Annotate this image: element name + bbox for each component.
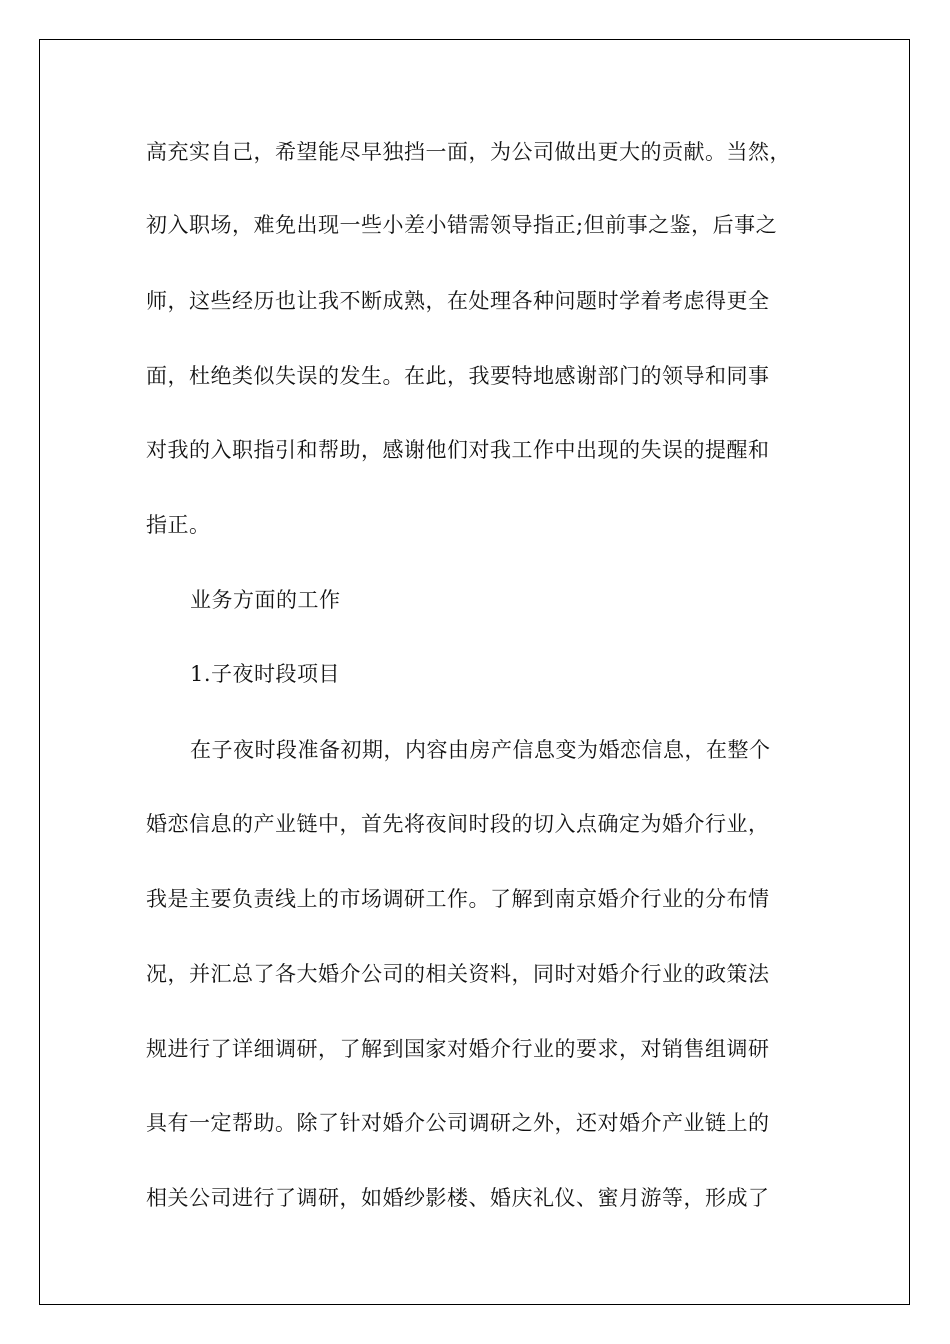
text-line: 初入职场，难免出现一些小差小错需领导指正;但前事之鉴，后事之: [146, 213, 778, 237]
text-line: 对我的入职指引和帮助，感谢他们对我工作中出现的失误的提醒和: [146, 438, 770, 462]
subsection-heading: 1.子夜时段项目: [190, 662, 341, 686]
text-line: 师，这些经历也让我不断成熟，在处理各种问题时学着考虑得更全: [146, 289, 770, 313]
section-heading: 业务方面的工作: [190, 588, 341, 612]
text-line: 高充实自己，希望能尽早独挡一面，为公司做出更大的贡献。当然，: [146, 140, 791, 164]
text-line: 指正。: [146, 513, 211, 537]
text-line: 面，杜绝类似失误的发生。在此，我要特地感谢部门的领导和同事: [146, 364, 770, 388]
text-line: 况，并汇总了各大婚介公司的相关资料，同时对婚介行业的政策法: [146, 962, 770, 986]
text-line: 规进行了详细调研，了解到国家对婚介行业的要求，对销售组调研: [146, 1037, 770, 1061]
text-line: 相关公司进行了调研，如婚纱影楼、婚庆礼仪、蜜月游等，形成了: [146, 1186, 770, 1210]
text-line: 我是主要负责线上的市场调研工作。了解到南京婚介行业的分布情: [146, 887, 770, 911]
paragraph-first-line: 在子夜时段准备初期，内容由房产信息变为婚恋信息，在整个: [190, 738, 771, 762]
text-line: 具有一定帮助。除了针对婚介公司调研之外，还对婚介产业链上的: [146, 1111, 770, 1135]
text-line: 婚恋信息的产业链中，首先将夜间时段的切入点确定为婚介行业，: [146, 812, 770, 836]
